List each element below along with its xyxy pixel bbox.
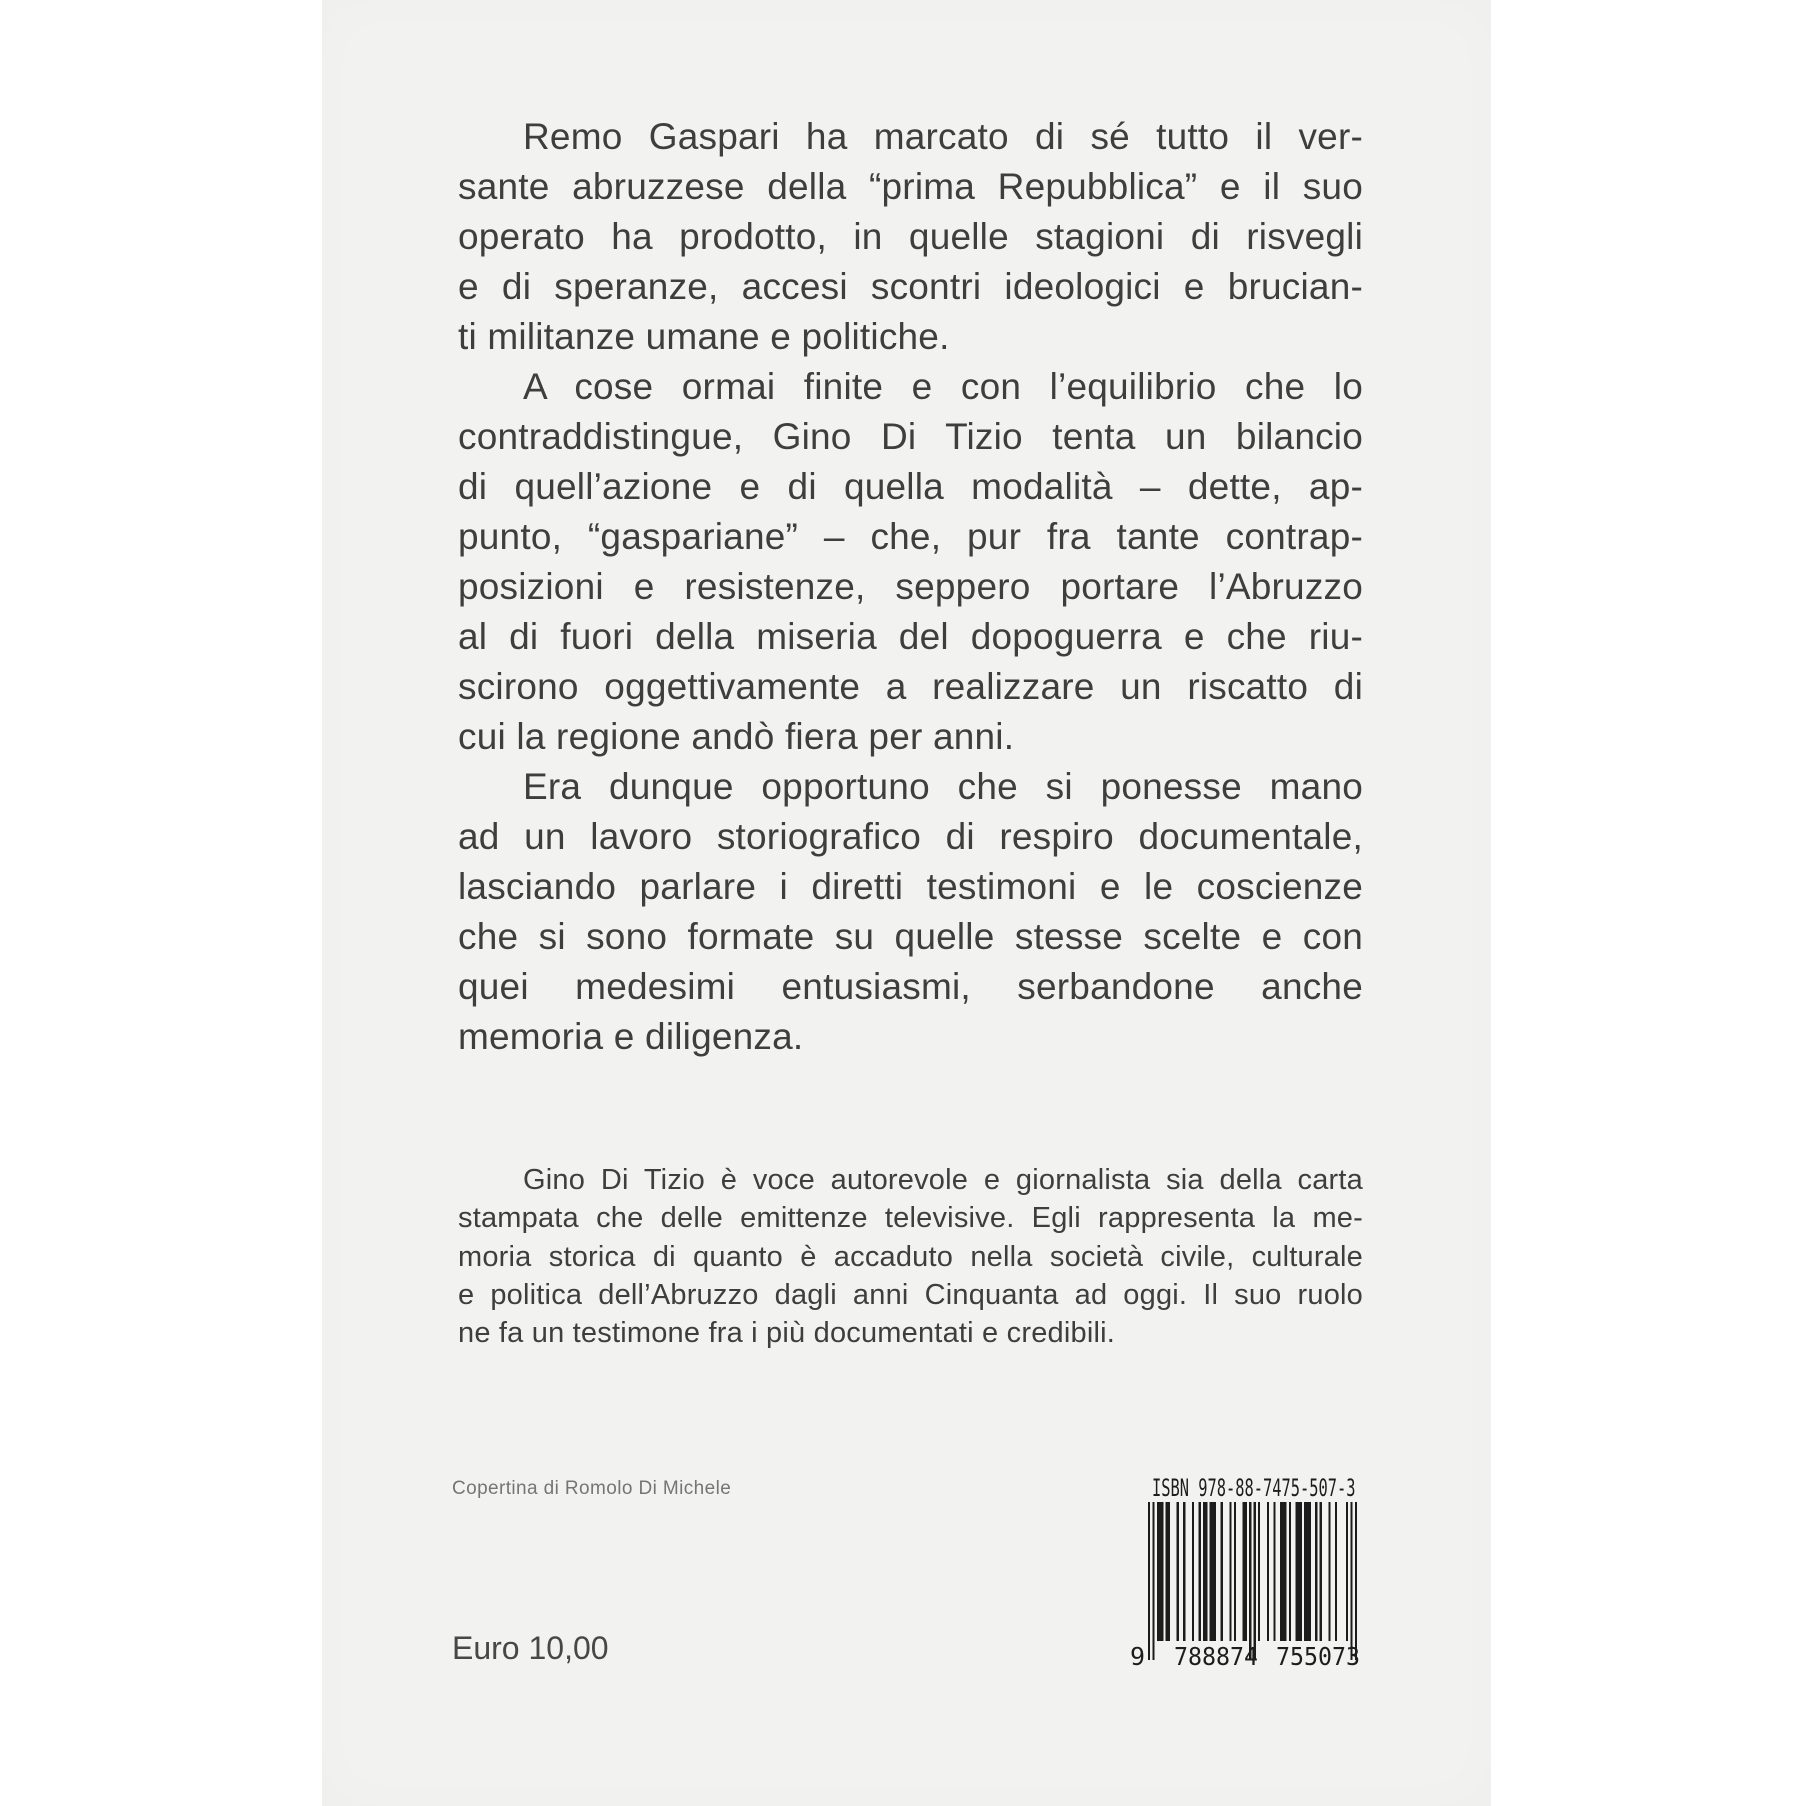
body-text: [458, 112, 1363, 1062]
body-line: sante abruzzese della “prima Repubblica” e il suo: [458, 166, 1363, 207]
body-line: Remo Gaspari ha marcato di sé tutto il ver-: [523, 116, 1363, 157]
isbn-digit-first: 9: [1130, 1642, 1146, 1671]
body-line: A cose ormai finite e con l’equilibrio che lo: [523, 366, 1363, 407]
body-line: ad un lavoro storiografico di respiro documentale,: [458, 816, 1363, 857]
body-line: al di fuori della miseria del dopoguerra e che riu-: [458, 616, 1363, 657]
body-line: punto, “gaspariane” – che, pur fra tante contrap-: [458, 516, 1363, 557]
body-line: e di speranze, accesi scontri ideologici e brucian-: [458, 266, 1363, 307]
bio-line: Gino Di Tizio è voce autorevole e giornalista sia della carta: [523, 1164, 1363, 1196]
isbn-digit-group2: 755073: [1276, 1642, 1360, 1671]
bio-line: ne fa un testimone fra i più documentati e credibili.: [458, 1317, 1116, 1350]
bio-line: moria storica di quanto è accaduto nella società civile, culturale: [458, 1240, 1363, 1273]
body-line: di quell’azione e di quella modalità – dette, ap-: [458, 466, 1363, 507]
body-line: contraddistingue, Gino Di Tizio tenta un bilancio: [458, 416, 1363, 457]
body-line: ti militanze umane e politiche.: [458, 316, 950, 357]
cover-credits: Copertina di Romolo Di Michele: [452, 1478, 732, 1499]
isbn-digits: [1130, 1642, 1360, 1672]
body-line: quei medesimi entusiasmi, serbandone anche: [458, 966, 1363, 1007]
bio-line: e politica dell’Abruzzo dagli anni Cinquanta ad oggi. Il suo ruolo: [458, 1278, 1363, 1311]
author-bio: [458, 1161, 1363, 1352]
body-line: lasciando parlare i diretti testimoni e le coscienze: [458, 866, 1363, 907]
isbn-block: [1130, 1474, 1360, 1674]
ean13-barcode-icon: [1148, 1502, 1357, 1660]
body-line: cui la regione andò fiera per anni.: [458, 716, 1015, 757]
body-line: che si sono formate su quelle stesse scelte e con: [458, 916, 1363, 957]
bio-line: stampata che delle emittenze televisive. Egli rappresenta la me-: [458, 1202, 1363, 1235]
body-line: memoria e diligenza.: [458, 1016, 804, 1057]
body-line: posizioni e resistenze, seppero portare l’Abruzzo: [458, 566, 1363, 607]
isbn-label: ISBN 978-88-7475-507-3: [1152, 1474, 1356, 1502]
body-line: scirono oggettivamente a realizzare un riscatto di: [458, 666, 1363, 707]
price-label: Euro 10,00: [452, 1630, 609, 1666]
book-back-cover: [322, 0, 1491, 1806]
isbn-digit-group1: 788874: [1174, 1642, 1258, 1671]
body-line: operato ha prodotto, in quelle stagioni di risvegli: [458, 216, 1363, 257]
body-line: Era dunque opportuno che si ponesse mano: [523, 766, 1363, 807]
